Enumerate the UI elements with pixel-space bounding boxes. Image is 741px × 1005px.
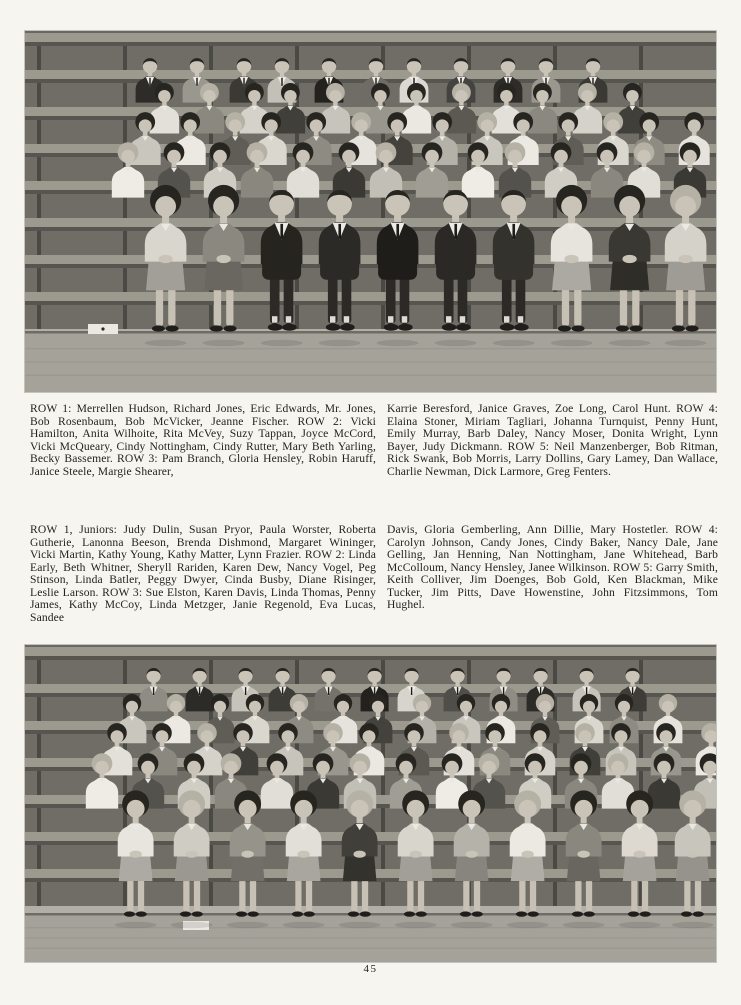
caption-sophomores [30, 403, 718, 478]
caption-sophomores-right-column: Karrie Beresford, Janice Graves, Zoe Long, Carol Hunt. ROW 4: Elaina Stoner, Miriam Tagliari, Johanna Turnquist, Penny Hunt, Emily Murray, Barb Daley, Nancy Moser, Donita Wright, Lynn Bayer, Judy Dickmann. ROW 5: Neil Manzenberger, Bob Ritman, Rick Swank, Bob Morris, Larry Dollins, Gary Lamey, Dan Wallace, Charlie Newman, Dick Larmore, Greg Fenters. [387, 402, 718, 478]
page-number: 45 [363, 963, 378, 975]
class-photo-top [25, 31, 716, 392]
caption-juniors-right-column: Davis, Gloria Gemberling, Ann Dillie, Mary Hostetler. ROW 4: Carolyn Johnson, Candy Jones, Cindy Baker, Nancy Dale, Jane Gelling, Jan Henning, Nan Nottingham, Jane Whitehead, Barb McColloum, Nancy Hensley, Janee Wilkinson. ROW 5: Garry Smith, Keith Colliver, Jim Doenges, Bob Gold, Ken Blackman, Mike Tucker, Jim Pitts, Dave Howenstine, John Fitzsimmons, Tom Hughel. [387, 523, 718, 612]
caption-juniors [30, 524, 718, 624]
class-photo-bottom [25, 645, 716, 962]
class-photo-top-illustration [25, 31, 716, 392]
class-photo-bottom-illustration [25, 645, 716, 962]
caption-sophomores-left-column: ROW 1: Merrellen Hudson, Richard Jones, Eric Edwards, Mr. Jones, Bob Rosenbaum, Bob McVicker, Jeanne Fischer. ROW 2: Vicki Hamilton, Anita Wilhoite, Rita McVey, Suzy Tappan, Joyce McCord, Vicki McQueary, Cindy Nottingham, Cindy Rutter, Mary Beth Yarling, Becky Bassemer. ROW 3: Pam Branch, Gloria Hensley, Robin Haruff, Janice Steele, Margie Shearer, [30, 402, 376, 478]
caption-juniors-left-column: ROW 1, Juniors: Judy Dulin, Susan Pryor, Paula Worster, Roberta Gutherie, Lanonna Beeson, Brenda Dishmond, Margaret Wininger, Vicki Martin, Kathy Young, Kathy Matter, Lynn Frazier. ROW 2: Linda Early, Beth Whitner, Sheryll Rariden, Karen Dew, Nancy Vogel, Peg Stinson, Linda Batler, Peggy Dwyer, Cinda Busby, Diane Risinger, Leslie Larson. ROW 3: Sue Elston, Karen Davis, Linda Thomas, Penny James, Kathy McCoy, Linda Metzger, Janie Regenold, Eva Lucas, Sandee [30, 523, 376, 624]
